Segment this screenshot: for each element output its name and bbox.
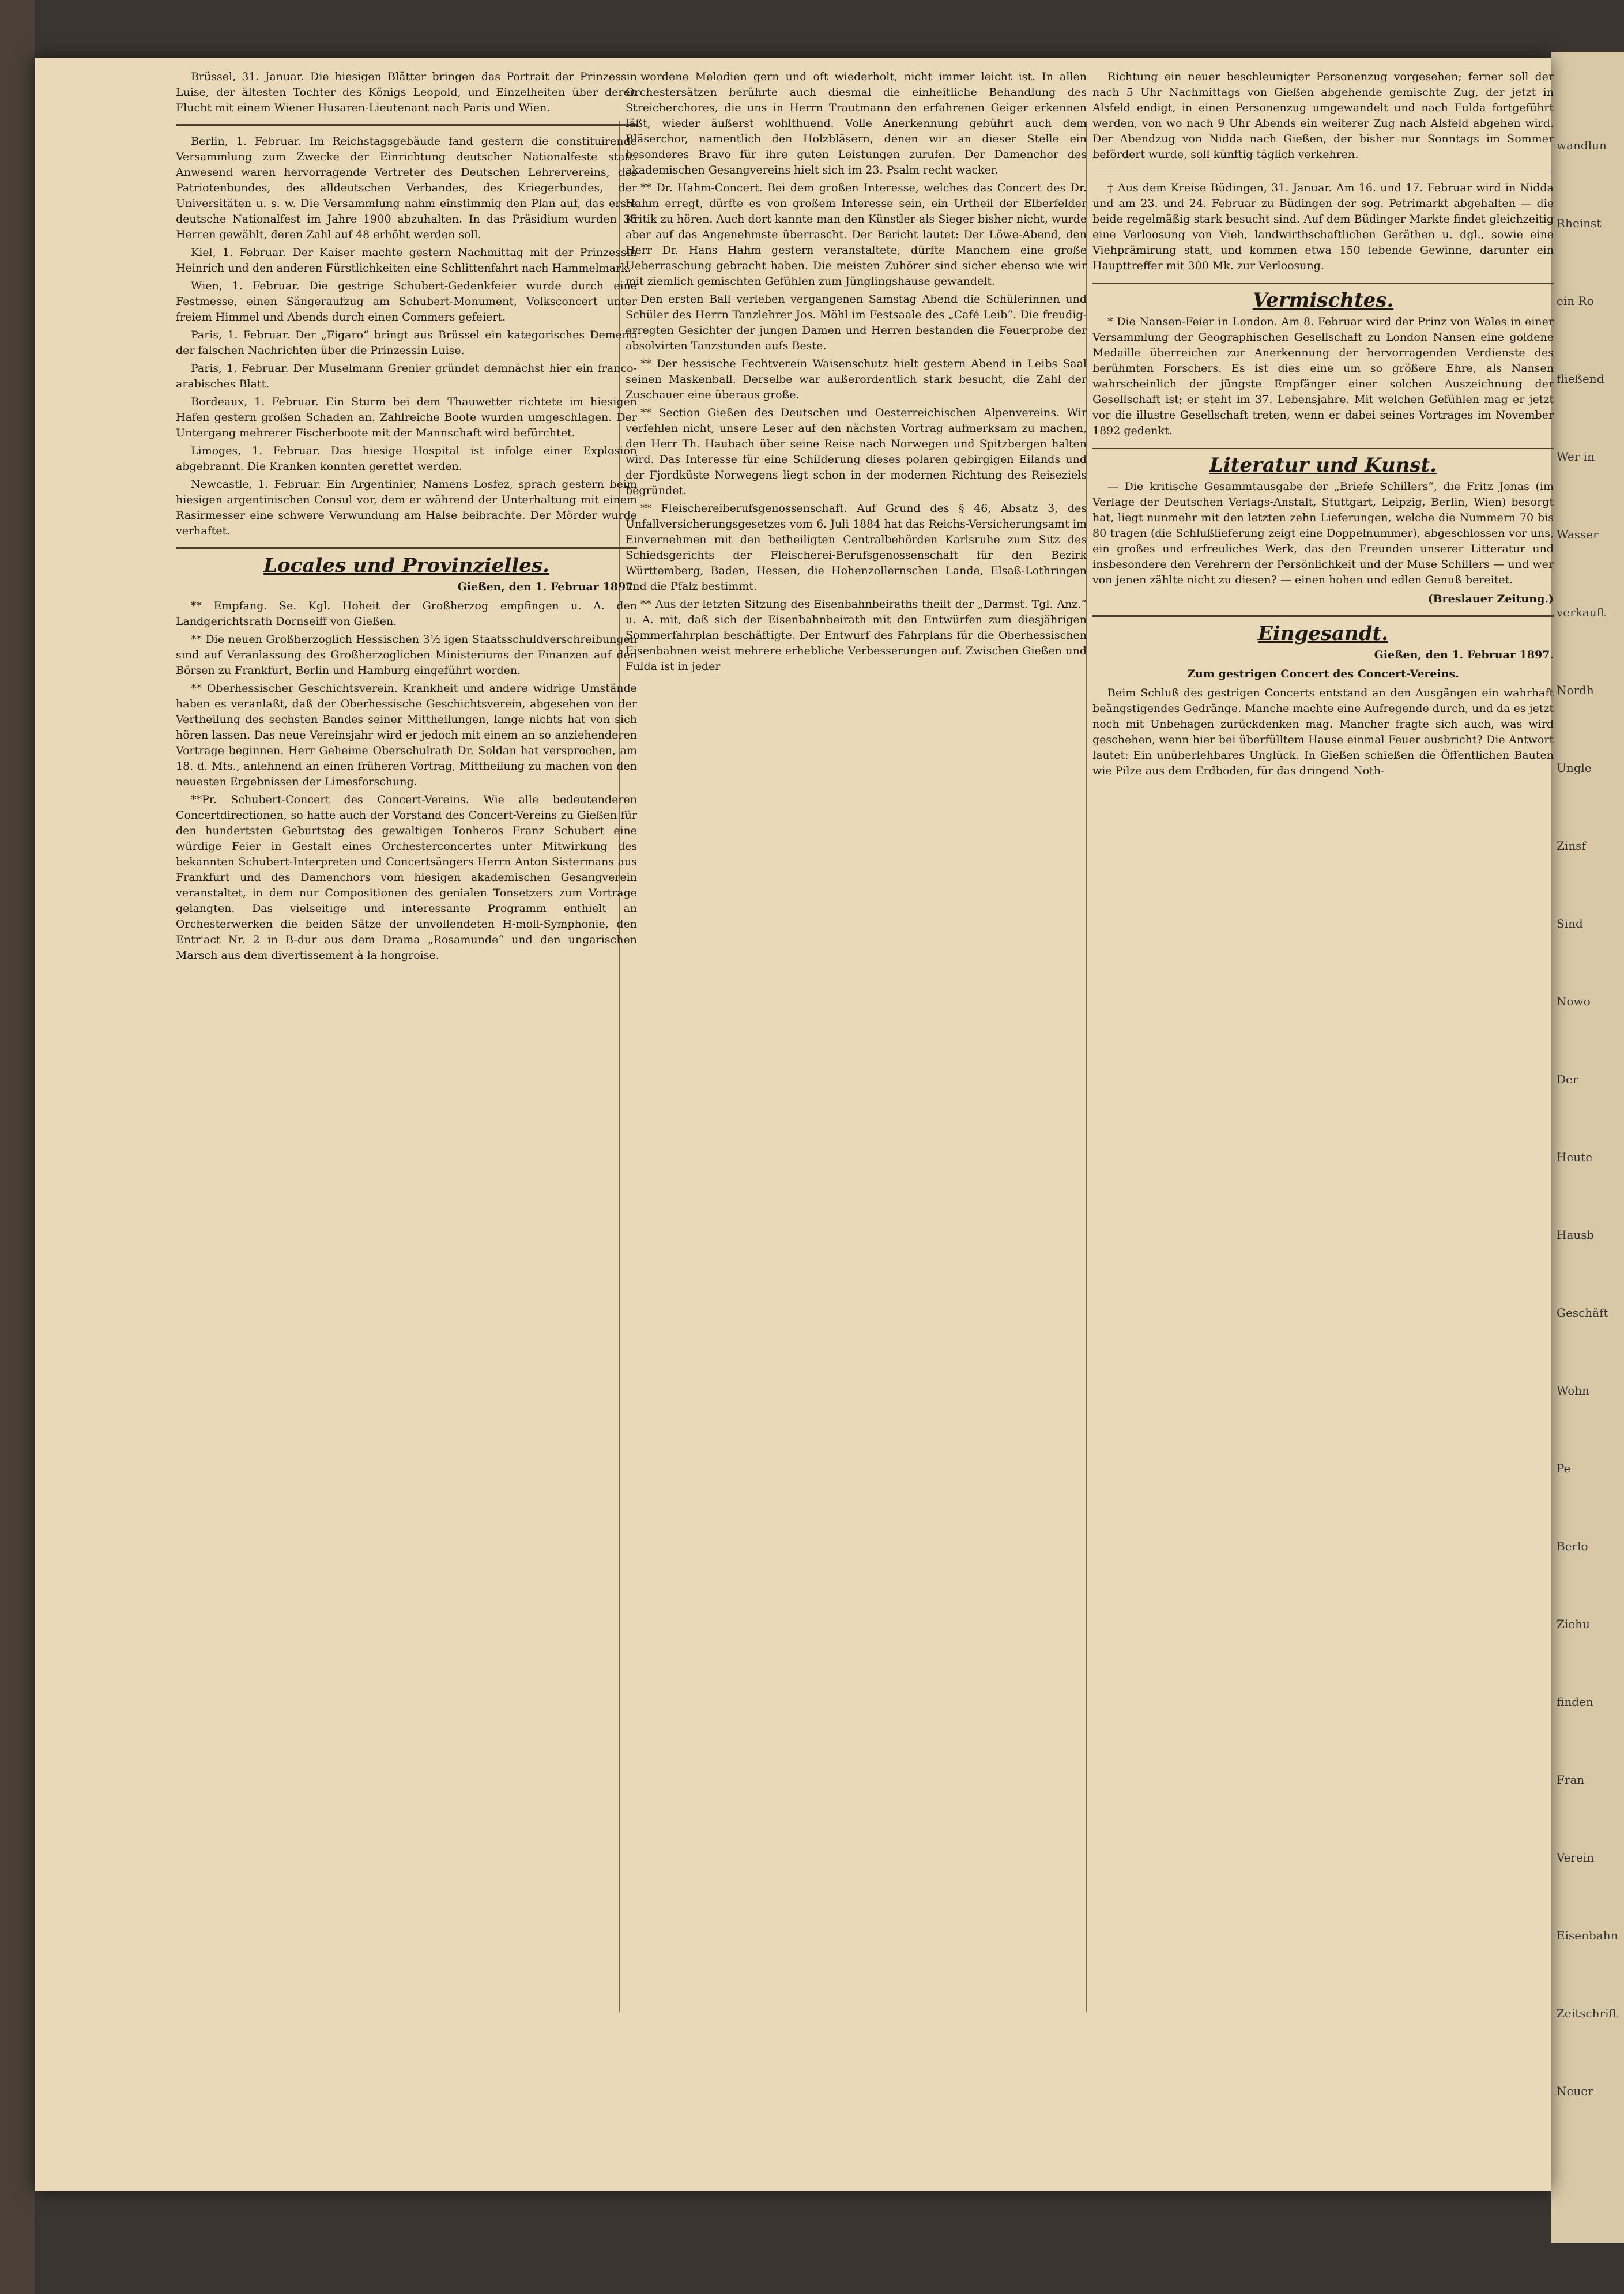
separator	[1092, 615, 1554, 617]
adjacent-page-fragment: ein Ro	[1557, 294, 1594, 308]
article-eingesandt: Beim Schluß des gestrigen Concerts entstand an den Ausgängen ein wahrhaft beängstigendes Gedränge. Manche machte eine Aufregende durch, und da es jetzt noch mit Unbehagen zurückdenken mag. Mancher fragte sich auch, was wird geschehen, wenn hier bei überfülltem Hause einmal Feuer ausbricht? Die Antwort lautet: Ein unüberlehbares Unglück. In Gießen schießen die Öffentlichen Bauten wie Pilze aus dem Erdboden, für das dringend Noth-	[1092, 687, 1554, 777]
separator	[1092, 282, 1554, 284]
adjacent-page-fragment: Der	[1557, 1072, 1578, 1086]
article-alpenverein: ** Section Gießen des Deutschen und Oesterreichischen Alpenvereins. Wir verfehlen nicht, unsere Leser auf den nächsten Vortrag aufmerksam zu machen, den Herr Th. Haubach über seine Reise nach Norwegen und Spitzbergen halten wird. Das Interesse für eine Schilderung dieses polaren gebirgigen Eilands und der Fjordküste Norwegens liegt schon in der modernen Richtung des Reiseziels begründet.	[626, 406, 1087, 497]
article-ball: Den ersten Ball verleben vergangenen Samstag Abend die Schülerinnen und Schüler des Herrn Tanzlehrer Jos. Möhl im Festsaale des „Café Leib“. Die freudig-erregten Gesichter der jungen Damen und Herren bestanden die Feuerprobe der absolvirten Tanzstunden aufs Beste.	[626, 293, 1087, 352]
adjacent-page-fragment: Berlo	[1557, 1539, 1588, 1553]
section-heading-locales: Locales und Provinzielles.	[263, 554, 549, 577]
adjacent-page-fragment: Wohn	[1557, 1384, 1590, 1398]
book-binding-edge	[0, 0, 35, 2294]
adjacent-page-fragment: verkauft	[1557, 605, 1606, 619]
article-newcastle: Newcastle, 1. Februar. Ein Argentinier, Namens Losfez, sprach gestern beim hiesigen argentinischen Consul vor, dem er während der Unterhaltung mit einem Rasirmesser eine schwere Verwundung am Halse beibrachte. Der Mörder wurde verhaftet.	[176, 478, 637, 537]
adjacent-page-fragment: Geschäft	[1557, 1306, 1608, 1320]
adjacent-page-fragment: Zeitschrift	[1557, 2006, 1618, 2020]
adjacent-page-fragment: Nowo	[1557, 995, 1591, 1008]
adjacent-page-fragment: Fran	[1557, 1773, 1585, 1787]
adjacent-page-fragment: Heute	[1557, 1150, 1593, 1164]
adjacent-page-fragment: fließend	[1557, 372, 1604, 386]
adjacent-page-fragment: Pe	[1557, 1461, 1571, 1475]
article-staatsschuld: ** Die neuen Großherzoglich Hessischen 3½ igen Staatsschuldverschreibungen sind auf Veranlassung des Großherzoglichen Ministeriums der Finanzen auf den Börsen zu Frankfurt, Berlin und Hamburg eingeführt worden.	[176, 633, 637, 677]
adjacent-page-fragment: Hausb	[1557, 1228, 1595, 1242]
article-geschichtsverein: ** Oberhessischer Geschichtsverein. Krankheit und andere widrige Umstände haben es veranlaßt, daß der Oberhessische Geschichtsverein, abgesehen von der Vertheilung des sechsten Bandes seiner Mittheilungen, lange nichts hat von sich hören lassen. Das neue Vereinsjahr wird er jedoch mit einem an so anziehenderen Vortrage beginnen. Herr Geheime Oberschulrath Dr. Soldan hat versprochen, am 18. d. Mts., anlehnend an einen früheren Vortrag, Mittheilung zu machen von den neuesten Ergebnissen der Limesforschung.	[176, 682, 637, 788]
article-eisenbahnbeirath: ** Aus der letzten Sitzung des Eisenbahnbeiraths theilt der „Darmst. Tgl. Anz.“ u. A. mit, daß sich der Eisenbahnbeirath mit den Entwürfen zum diesjährigen Sommerfahrplan beschäftigte. Der Entwurf des Fahrplans für die Oberhessischen Eisenbahnen weist mehrere erhebliche Verbesserungen auf. Zwischen Gießen und Fulda ist in jeder	[626, 598, 1087, 673]
adjacent-page-fragment: finden	[1557, 1695, 1593, 1709]
article-fahrplan-cont: Richtung ein neuer beschleunigter Personenzug vorgesehen; ferner soll der nach 5 Uhr Nachmittags von Gießen abgehende gemischte Zug, der jetzt in Alsfeld endigt, in einen Personenzug umgewandelt und nach Fulda fortgeführt werden, von wo nach 9 Uhr Abends ein weiterer Zug nach Alsfeld abgehen wird. Der Abendzug von Nidda nach Gießen, der bisher nur Sonntags im Sommer befördert wurde, soll künftig täglich verkehren.	[1092, 70, 1554, 161]
adjacent-page-fragment: Ungle	[1557, 761, 1592, 775]
article-paris-2: Paris, 1. Februar. Der Muselmann Grenier gründet demnächst hier ein franco-arabisches Blatt.	[176, 362, 637, 390]
adjacent-page-strip	[1551, 52, 1624, 2243]
article-wien: Wien, 1. Februar. Die gestrige Schubert-Gedenkfeier wurde durch eine Festmesse, einen Sängeraufzug am Schubert-Monument, Volksconcert unter freiem Himmel und Abends durch einen Commers gefeiert.	[176, 280, 637, 323]
article-buedingen: † Aus dem Kreise Büdingen, 31. Januar. Am 16. und 17. Februar wird in Nidda und am 23. und 24. Februar zu Büdingen der sog. Petrimarkt abgehalten — die beide regelmäßig stark besucht sind. Auf dem Büdinger Markte findet gleichzeitig eine Verloosung von Vieh, landwirthschaftlichen Geräthen u. dgl., sowie eine Viehprämirung statt, und kommen etwa 150 lebende Gewinne, darunter ein Haupttreffer mit 300 Mk. zur Verloosung.	[1092, 182, 1554, 272]
article-schiller-briefe: — Die kritische Gesammtausgabe der „Briefe Schillers“, die Fritz Jonas (im Verlage der Deutschen Verlags-Anstalt, Stuttgart, Leipzig, Berlin, Wien) besorgt hat, liegt nunmehr mit den letzten zehn Lieferungen, welche die Nummern 70 bis 80 tragen (die Schlußlieferung zeigt eine Doppelnummer), abgeschlossen vor uns, ein großes und erfreuliches Werk, das den Freunden unserer Litteratur und insbesondere den Verehrern der Persönlichkeit und der Muse Schillers — und wer von jenen zählte nicht zu diesen? — einen hohen und edlen Genuß bereitet.	[1092, 480, 1554, 586]
adjacent-page-fragment: Wasser	[1557, 528, 1599, 541]
article-limoges: Limoges, 1. Februar. Das hiesige Hospital ist infolge einer Explosion abgebrannt. Die Kranken konnten gerettet werden.	[176, 445, 637, 473]
article-paris-1: Paris, 1. Februar. Der „Figaro“ bringt aus Brüssel ein kategorisches Dementi der falschen Nachrichten über die Prinzessin Luise.	[176, 329, 637, 357]
letter-subtitle: Zum gestrigen Concert des Concert-Vereins.	[1187, 668, 1459, 680]
separator	[176, 547, 637, 549]
dateline: Gießen, den 1. Februar 1897.	[1374, 649, 1554, 661]
column-1	[176, 69, 637, 966]
article-empfang: ** Empfang. Se. Kgl. Hoheit der Großherzog empfingen u. A. den Landgerichtsrath Dornseiff von Gießen.	[176, 600, 637, 628]
adjacent-page-fragment: Rheinst	[1557, 216, 1602, 230]
adjacent-page-fragment: Sind	[1557, 917, 1583, 931]
article-fleischerei: ** Fleischereiberufsgenossenschaft. Auf Grund des § 46, Absatz 3, des Unfallversicherungsgesetzes vom 6. Juli 1884 hat das Reichs-Versicherungsamt im Einvernehmen mit den betheiligten Centralbehörden Karlsruhe zum Sitz des Schiedsgerichts der Fleischerei-Berufsgenossenschaft für den Bezirk Württemberg, Baden, Hessen, die Hohenzollernschen Lande, Elsaß-Lothringen und die Pfalz bestimmt.	[626, 502, 1087, 593]
adjacent-page-fragment: Zinsf	[1557, 839, 1586, 853]
column-3	[1092, 69, 1554, 781]
adjacent-page-fragment: Nordh	[1557, 683, 1594, 697]
column-2	[626, 69, 1087, 677]
article-brussels: Brüssel, 31. Januar. Die hiesigen Blätter bringen das Portrait der Prinzessin Luise, der ältesten Tochter des Königs Leopold, und Einzelheiten über deren Flucht mit einem Wiener Husaren-Lieutenant nach Paris und Wien.	[176, 70, 637, 114]
article-bordeaux: Bordeaux, 1. Februar. Ein Sturm bei dem Thauwetter richtete im hiesigen Hafen gestern großen Schaden an. Zahlreiche Boote wurden umgeschlagen. Der Untergang mehrerer Fischerboote mit der Mannschaft wird befürchtet.	[176, 395, 637, 439]
article-hahm-concert: ** Dr. Hahm-Concert. Bei dem großen Interesse, welches das Concert des Dr. Hahm erregt, dürfte es von großem Interesse sein, ein Urtheil der Elberfelder Kritik zu hören. Auch dort kannte man den Künstler als Sieger bisher nicht, wurde aber auf das Angenehmste überrascht. Der Bericht lautet: Der Löwe-Abend, den Herr Dr. Hans Hahm gestern veranstaltete, dürfte Manchem eine große Ueberraschung gebracht haben. Die meisten Zuhörer sind sicher ebenso wie wir mit ziemlich gemischten Gefühlen zum Jünglingshause gewandelt.	[626, 182, 1087, 288]
adjacent-page-fragment: Verein	[1557, 1851, 1595, 1864]
article-concert-cont: wordene Melodien gern und oft wiederholt, nicht immer leicht ist. In allen Orchestersätzen berührte auch diesmal die einheitliche Behandlung des Streicherchores, die uns in Herrn Trautmann den erfahrenen Geiger erkennen läßt, wieder äußerst wohlthuend. Volle Anerkennung gebührt auch dem Bläserchor, namentlich den Holzbläsern, denen wir an dieser Stelle ein besonderes Bravo für ihre guten Leistungen zurufen. Der Damenchor des akademischen Gesangvereins hielt sich im 23. Psalm recht wacker.	[626, 70, 1087, 176]
adjacent-page-fragment: Ziehu	[1557, 1617, 1590, 1631]
separator	[1092, 447, 1554, 449]
dateline: Gießen, den 1. Februar 1897.	[457, 581, 637, 593]
section-heading-literatur: Literatur und Kunst.	[1209, 454, 1437, 477]
separator	[176, 124, 637, 126]
article-schubert-concert: **Pr. Schubert-Concert des Concert-Vereins. Wie alle bedeutenderen Concertdirectionen, so hatte auch der Vorstand des Concert-Vereins zu Gießen für den hundertsten Geburtstag des gewaltigen Tonheros Franz Schubert eine würdige Feier in Gestalt eines Orchesterconcertes unter Mitwirkung des bekannten Schubert-Interpreten und Concertsängers Herrn Anton Sistermans aus Frankfurt und des Damenchors vom hiesigen akademischen Gesangverein veranstaltet, in dem nur Compositionen des genialen Tonsetzers zum Vortrage gelangten. Das vielseitige und interessante Programm enthielt an Orchesterwerken die beiden Sätze der unvollendeten H-moll-Symphonie, den Entr'act Nr. 2 in B-dur aus dem Drama „Rosamunde“ und den ungarischen Marsch aus dem divertissement à la hongroise.	[176, 793, 637, 962]
article-kiel: Kiel, 1. Februar. Der Kaiser machte gestern Nachmittag mit der Prinzessin Heinrich und den anderen Fürstlichkeiten eine Schlittenfahrt nach Hammelmark.	[176, 246, 637, 274]
source-note: (Breslauer Zeitung.)	[1427, 593, 1554, 605]
adjacent-page-fragment: Eisenbahn	[1557, 1928, 1618, 1942]
article-berlin: Berlin, 1. Februar. Im Reichstagsgebäude fand gestern die constituirende Versammlung zum Zwecke der Einrichtung deutscher Nationalfeste statt. Anwesend waren hervorragende Vertreter des Deutschen Lehrervereins, des Patriotenbundes, des alldeutschen Verbandes, des Kriegerbundes, der Universitäten u. s. w. Die Versammlung nahm einstimmig den Plan auf, das erste deutsche Nationalfest im Jahre 1900 abzuhalten. In das Präsidium wurden 36 Herren gewählt, deren Zahl auf 48 erhöht werden soll.	[176, 135, 637, 241]
section-heading-eingesandt: Eingesandt.	[1257, 622, 1389, 645]
article-fechtverein: ** Der hessische Fechtverein Waisenschutz hielt gestern Abend in Leibs Saal seinen Maskenball. Derselbe war außerordentlich stark besucht, die Zahl der Zuschauer eine überaus große.	[626, 357, 1087, 401]
adjacent-page-fragment: Wer in	[1557, 450, 1595, 464]
article-nansen: * Die Nansen-Feier in London. Am 8. Februar wird der Prinz von Wales in einer Versammlung der Geographischen Gesellschaft zu London Nansen eine goldene Medaille überreichen zur Anerkennung der hervorragenden Verdienste des berühmten Forschers. Es ist dies eine um so größere Ehre, als Nansen wahrscheinlich der jüngste Empfänger einer solchen Auszeichnung der Gesellschaft ist; er steht im 37. Lebensjahre. Mit welchen Gefühlen mag er jetzt vor die illustre Gesellschaft treten, wenn er dabei seines Vortrages im November 1892 gedenkt.	[1092, 315, 1554, 437]
adjacent-page-fragment: wandlun	[1557, 138, 1607, 152]
separator	[1092, 171, 1554, 172]
section-heading-vermischtes: Vermischtes.	[1252, 289, 1394, 312]
adjacent-page-fragment: Neuer	[1557, 2084, 1593, 2098]
